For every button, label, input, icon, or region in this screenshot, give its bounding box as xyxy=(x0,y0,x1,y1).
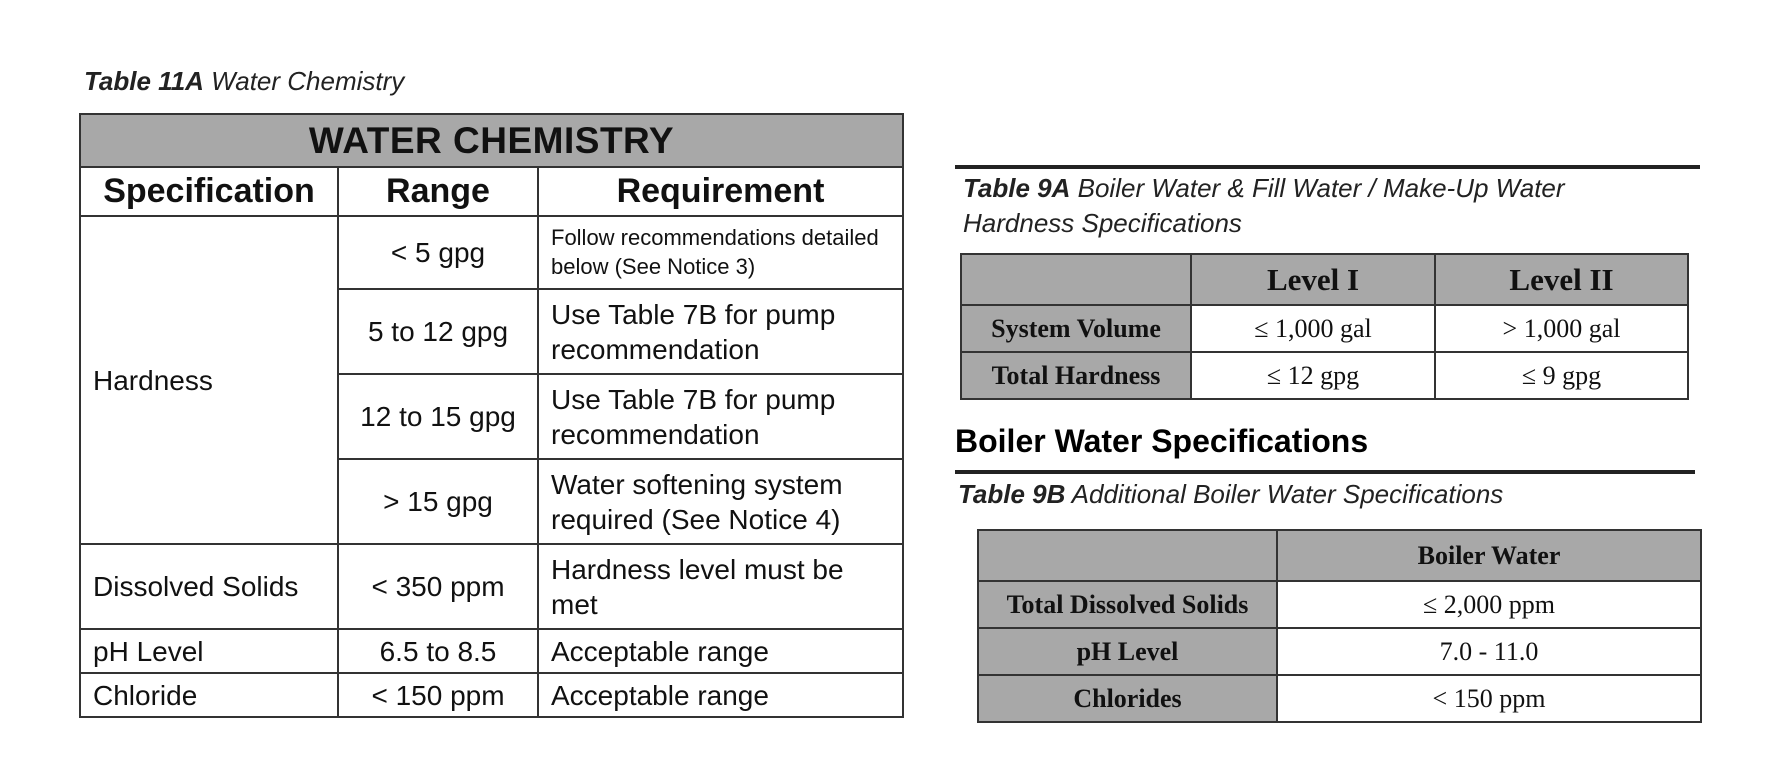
table-row xyxy=(978,581,1701,628)
row-label-system-volume: System Volume xyxy=(961,305,1191,352)
table-row xyxy=(961,352,1688,399)
water-chemistry-table xyxy=(79,113,904,718)
range-cell: > 15 gpg xyxy=(338,459,538,544)
table-row xyxy=(80,629,903,673)
table-row xyxy=(80,673,903,717)
section-rule-top xyxy=(955,165,1700,169)
column-header-level-1: Level I xyxy=(1191,254,1435,305)
boiler-water-cell: 7.0 - 11.0 xyxy=(1277,628,1701,675)
requirement-cell: Follow recommendations detailed below (See Notice 3) xyxy=(538,216,903,289)
table-row xyxy=(978,675,1701,722)
column-header-requirement: Requirement xyxy=(538,167,903,216)
level-2-cell: ≤ 9 gpg xyxy=(1435,352,1688,399)
table-11a-caption-text: Water Chemistry xyxy=(203,66,405,96)
table-row xyxy=(80,544,903,629)
spec-cell: pH Level xyxy=(80,629,338,673)
requirement-cell: Use Table 7B for pump recommendation xyxy=(538,289,903,374)
row-label-chlorides: Chlorides xyxy=(978,675,1277,722)
table-9a-caption-line2: Hardness Specifications xyxy=(963,208,1242,238)
row-label-ph-level: pH Level xyxy=(978,628,1277,675)
requirement-cell: Acceptable range xyxy=(538,629,903,673)
range-cell: < 350 ppm xyxy=(338,544,538,629)
column-header-blank xyxy=(961,254,1191,305)
boiler-water-cell: ≤ 2,000 ppm xyxy=(1277,581,1701,628)
requirement-cell: Hardness level must be met xyxy=(538,544,903,629)
row-label-total-hardness: Total Hardness xyxy=(961,352,1191,399)
table-9a-caption-line1 xyxy=(963,173,1565,204)
range-cell: < 5 gpg xyxy=(338,216,538,289)
table-9b-caption-text: Additional Boiler Water Specifications xyxy=(1065,479,1504,509)
table-9b-caption xyxy=(958,479,1503,510)
row-label-total-dissolved-solids: Total Dissolved Solids xyxy=(978,581,1277,628)
water-chemistry-title: WATER CHEMISTRY xyxy=(80,114,903,167)
column-header-boiler-water: Boiler Water xyxy=(1277,530,1701,581)
additional-boiler-water-table xyxy=(977,529,1702,723)
spec-cell: Chloride xyxy=(80,673,338,717)
table-row xyxy=(80,216,903,289)
table-row xyxy=(978,628,1701,675)
requirement-cell: Water softening system required (See Notice 4) xyxy=(538,459,903,544)
column-header-range: Range xyxy=(338,167,538,216)
table-11a-caption-number: Table 11A xyxy=(84,66,204,96)
column-header-level-2: Level II xyxy=(1435,254,1688,305)
spec-hardness: Hardness xyxy=(80,216,338,544)
range-cell: 12 to 15 gpg xyxy=(338,374,538,459)
range-cell: 5 to 12 gpg xyxy=(338,289,538,374)
table-9b-caption-number: Table 9B xyxy=(958,479,1066,509)
level-1-cell: ≤ 1,000 gal xyxy=(1191,305,1435,352)
table-row xyxy=(961,305,1688,352)
level-1-cell: ≤ 12 gpg xyxy=(1191,352,1435,399)
hardness-specifications-table xyxy=(960,253,1689,400)
column-header-blank xyxy=(978,530,1277,581)
range-cell: < 150 ppm xyxy=(338,673,538,717)
column-header-specification: Specification xyxy=(80,167,338,216)
spec-cell: Dissolved Solids xyxy=(80,544,338,629)
requirement-cell: Acceptable range xyxy=(538,673,903,717)
table-9a-caption-number: Table 9A xyxy=(963,173,1071,203)
boiler-water-specifications-heading: Boiler Water Specifications xyxy=(955,423,1369,459)
section-rule-bottom xyxy=(955,470,1695,474)
level-2-cell: > 1,000 gal xyxy=(1435,305,1688,352)
range-cell: 6.5 to 8.5 xyxy=(338,629,538,673)
requirement-cell: Use Table 7B for pump recommendation xyxy=(538,374,903,459)
table-11a-caption xyxy=(84,66,404,97)
boiler-water-cell: < 150 ppm xyxy=(1277,675,1701,722)
table-9a-caption-text: Boiler Water & Fill Water / Make-Up Water xyxy=(1070,173,1565,203)
